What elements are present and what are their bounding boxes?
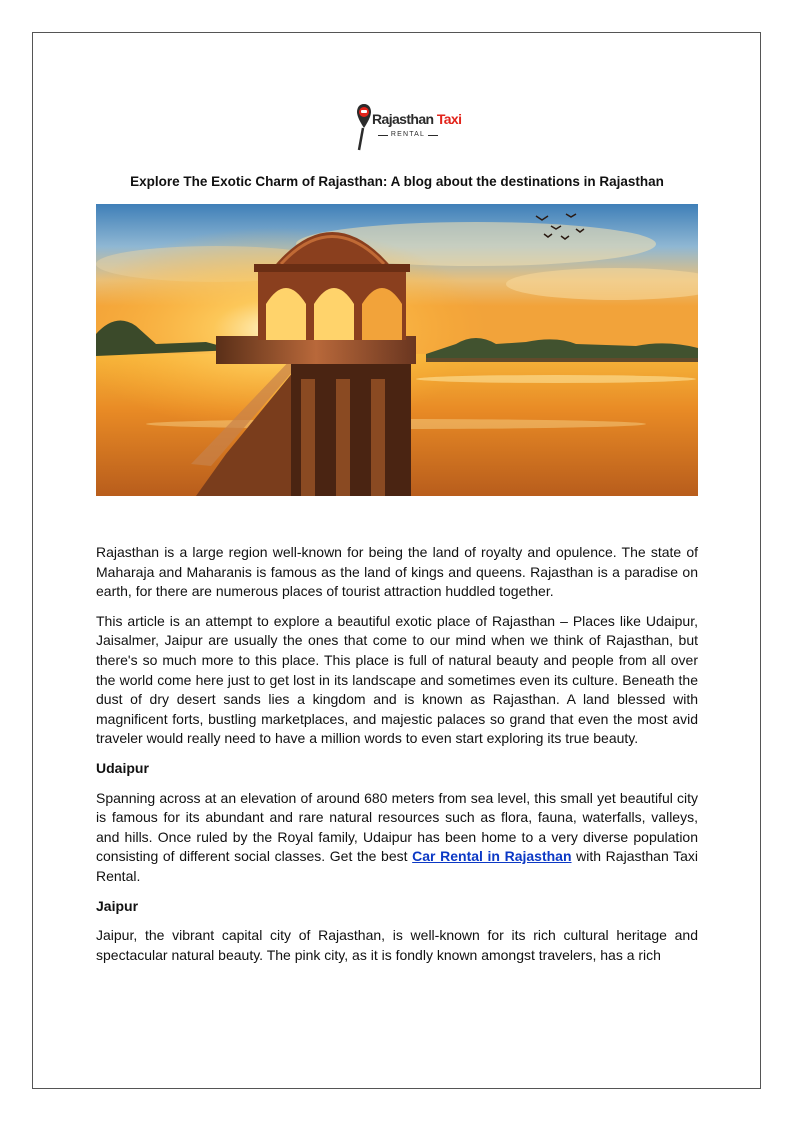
paragraph-article: This article is an attempt to explore a beautiful exotic place of Rajasthan – Places like Udaipur, Jaisalmer, Jaipur are usually the ones that come to our mind when we think of Rajasthan, but there's so much more to this place. This place is full of natural beauty and people from all over the world come here just to get lost in its landscape and sometimes even its culture. Beneath the dust of dry desert sands lies a kingdom and is known as Rajasthan. A land blessed with magnificent forts, bustling marketplaces, and majestic palaces so grand that even the most avid traveler would really need to have a million words to even start exploring its true beauty. — [96, 612, 698, 747]
hero-photo — [96, 204, 698, 496]
logo-brand: Rajasthan Taxi — [372, 111, 462, 127]
paragraph-jaipur: Jaipur, the vibrant capital city of Rajasthan, is well-known for its rich cultural heritage and spectacular natural beauty. The pink city, as it is fondly known amongst travelers, has a rich — [96, 927, 698, 963]
page-title: Explore The Exotic Charm of Rajasthan: A blog about the destinations in Rajasthan — [130, 174, 664, 189]
logo — [356, 100, 462, 156]
heading-jaipur: Jaipur — [96, 897, 139, 914]
heading-udaipur: Udaipur — [96, 759, 149, 776]
location-pin-car-icon — [356, 102, 372, 152]
paragraph-udaipur: Spanning across at an elevation of around 680 meters from sea level, this small yet beautiful city is famous for its abundant and rare natural resources such as flora, fauna, waterfalls, valleys, and hills. Once ruled by the Royal family, Udaipur has been home to a very diverse population consisting of different social classes. Get the best Car Rental in Rajasthan with Rajasthan Taxi Rental. — [96, 789, 698, 884]
paragraph-intro: Rajasthan is a large region well-known for being the land of royalty and opulence. The state of Maharaja and Maharanis is famous as the land of kings and queens. Rajasthan is a paradise on earth, for there are numerous places of tourist attraction huddled together. — [96, 544, 698, 600]
article-body — [96, 543, 698, 975]
car-rental-link[interactable]: Car Rental in Rajasthan — [412, 848, 572, 865]
logo-subtitle: RENTAL — [380, 131, 436, 138]
